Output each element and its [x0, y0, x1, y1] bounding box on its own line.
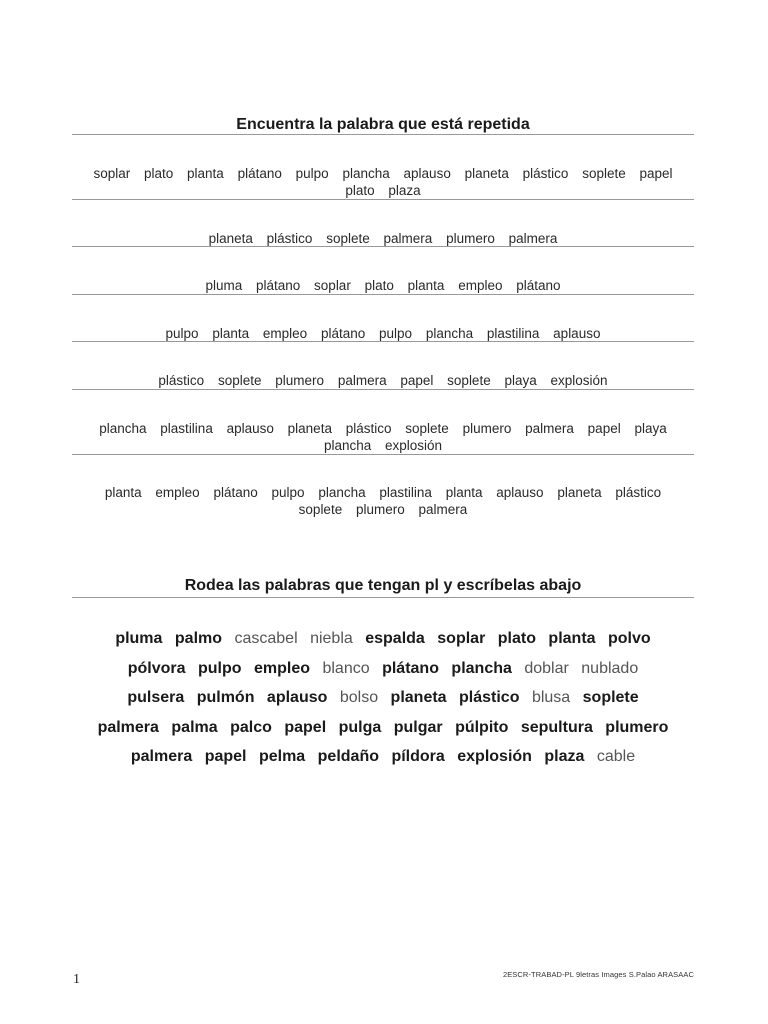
word-line — [72, 742, 694, 772]
word-row-1 — [72, 165, 694, 199]
footer-credit: 2ESCR-TRABAD-PL 9letras Images S.Palao ARASAAC — [502, 970, 694, 979]
word: aplauso — [496, 485, 544, 500]
word-row-7 — [72, 484, 694, 518]
word-bold[interactable]: peldaño — [317, 748, 379, 765]
word: soplete — [326, 231, 370, 246]
word-plain[interactable]: nublado — [581, 659, 639, 677]
word: soplar — [314, 278, 351, 293]
row-divider — [72, 246, 694, 247]
word-bold[interactable]: palmera — [130, 748, 193, 765]
word-row-3 — [72, 277, 694, 294]
word-bold[interactable]: empleo — [254, 659, 311, 677]
word: plastilina — [160, 421, 213, 436]
word: aplauso — [403, 166, 451, 181]
word-bold[interactable]: palco — [230, 718, 272, 736]
word-search-block — [72, 624, 694, 772]
word: papel — [639, 166, 673, 181]
word: pulpo — [379, 326, 413, 341]
word-bold[interactable]: polvo — [608, 630, 651, 647]
word-row-2 — [72, 230, 694, 247]
word: soplete — [582, 166, 626, 181]
word: plancha — [318, 485, 366, 500]
word: plástico — [158, 373, 205, 388]
word: plumero — [462, 421, 512, 436]
word-bold[interactable]: píldora — [391, 748, 445, 765]
word: plancha — [323, 438, 372, 453]
word: planta — [212, 326, 250, 341]
word: explosión — [385, 438, 443, 453]
word-plain[interactable]: cascabel — [234, 630, 298, 647]
row-divider — [72, 341, 694, 342]
word: palmera — [508, 231, 558, 246]
title-underline — [72, 597, 694, 598]
word: plástico — [345, 421, 392, 436]
row-divider — [72, 389, 694, 390]
word: plátano — [237, 166, 282, 181]
word: pulpo — [271, 485, 305, 500]
word: plastilina — [486, 326, 540, 341]
word-bold[interactable]: explosión — [457, 748, 532, 765]
word: aplauso — [226, 421, 274, 436]
word-plain[interactable]: blusa — [531, 689, 571, 706]
word: palmera — [337, 373, 387, 388]
word-plain[interactable]: doblar — [524, 659, 569, 677]
word-bold[interactable]: pulsera — [127, 689, 185, 706]
word-bold[interactable]: soplete — [582, 689, 639, 706]
word-bold[interactable]: palmo — [174, 630, 223, 647]
word-bold[interactable]: papel — [204, 748, 247, 765]
word: plastilina — [379, 485, 432, 500]
word-row-4 — [72, 325, 694, 342]
word: planeta — [557, 485, 602, 500]
word: planta — [187, 166, 224, 181]
word-bold[interactable]: pluma — [115, 630, 163, 647]
word: soplete — [298, 502, 343, 517]
word-bold[interactable]: pulgar — [393, 718, 443, 736]
word: palmera — [418, 502, 468, 517]
word: planta — [104, 485, 142, 500]
exercise-2-title: Rodea las palabras que tengan pl y escríbelas abajo — [184, 577, 582, 594]
word: plátano — [320, 326, 366, 341]
word: empleo — [458, 278, 503, 293]
word: plátano — [255, 278, 301, 293]
row-divider — [72, 199, 694, 200]
word: aplauso — [553, 326, 601, 341]
word: empleo — [155, 485, 200, 500]
word: plancha — [425, 326, 474, 341]
word-bold[interactable]: pulmón — [196, 689, 255, 706]
word: pulpo — [295, 166, 329, 181]
word: plástico — [615, 485, 662, 500]
word: pulpo — [165, 326, 199, 341]
word: soplar — [93, 166, 131, 181]
exercise-1-title: Encuentra la palabra que está repetida — [236, 116, 530, 133]
word: plumero — [355, 502, 405, 517]
row-divider — [72, 454, 694, 455]
word-row-6 — [72, 420, 694, 454]
word-bold[interactable]: palmera — [97, 718, 159, 736]
word-bold[interactable]: púlpito — [455, 718, 509, 736]
word-bold[interactable]: papel — [284, 718, 327, 736]
word-bold[interactable]: plátano — [382, 659, 439, 677]
word: papel — [400, 373, 434, 388]
word-bold[interactable]: plato — [497, 630, 536, 647]
word-bold[interactable]: palma — [171, 718, 218, 736]
word-bold[interactable]: planeta — [390, 689, 447, 706]
word-line — [72, 713, 694, 743]
word: plaza — [388, 183, 421, 198]
word: explosión — [550, 373, 608, 388]
word-plain[interactable]: niebla — [310, 630, 353, 647]
word-plain[interactable]: bolso — [339, 689, 379, 706]
word-row-5 — [72, 372, 694, 389]
page-number: 1 — [73, 972, 80, 987]
word-bold[interactable]: planta — [548, 630, 596, 647]
word: empleo — [262, 326, 308, 341]
word: planeta — [287, 421, 332, 436]
word: plancha — [99, 421, 147, 436]
word-bold[interactable]: pulga — [338, 718, 382, 736]
word-bold[interactable]: plaza — [544, 748, 585, 765]
word: plato — [345, 183, 375, 198]
word-bold[interactable]: soplar — [437, 630, 486, 647]
word: papel — [587, 421, 621, 436]
word: plato — [143, 166, 174, 181]
word-bold[interactable]: plancha — [451, 659, 512, 677]
word: playa — [634, 421, 667, 436]
word-plain[interactable]: cable — [596, 748, 636, 765]
word: pluma — [205, 278, 243, 293]
word: palmera — [383, 231, 433, 246]
word: plancha — [342, 166, 390, 181]
word-plain[interactable]: blanco — [322, 659, 370, 677]
word-line — [72, 683, 694, 713]
word-bold[interactable]: sepultura — [520, 718, 593, 736]
word-bold[interactable]: plumero — [605, 718, 669, 736]
word-bold[interactable]: plástico — [459, 689, 520, 706]
row-divider — [72, 294, 694, 295]
word-bold[interactable]: pulpo — [198, 659, 242, 677]
word: palmera — [525, 421, 574, 436]
word: plátano — [516, 278, 561, 293]
word-bold[interactable]: espalda — [365, 630, 425, 647]
word: soplete — [447, 373, 491, 388]
title-underline — [72, 134, 694, 135]
word: planta — [407, 278, 445, 293]
word: planeta — [208, 231, 253, 246]
word: plástico — [522, 166, 569, 181]
word: plumero — [446, 231, 495, 246]
word-bold[interactable]: pólvora — [127, 659, 186, 677]
word: plátano — [213, 485, 258, 500]
word: plástico — [266, 231, 313, 246]
word: planeta — [464, 166, 509, 181]
word-bold[interactable]: pelma — [258, 748, 306, 765]
word: plato — [364, 278, 394, 293]
word-line — [72, 654, 694, 684]
word: planta — [445, 485, 483, 500]
word-line — [72, 624, 694, 654]
word: playa — [504, 373, 537, 388]
word: plumero — [275, 373, 325, 388]
word-bold[interactable]: aplauso — [266, 689, 328, 706]
word: soplete — [405, 421, 449, 436]
word: soplete — [217, 373, 262, 388]
